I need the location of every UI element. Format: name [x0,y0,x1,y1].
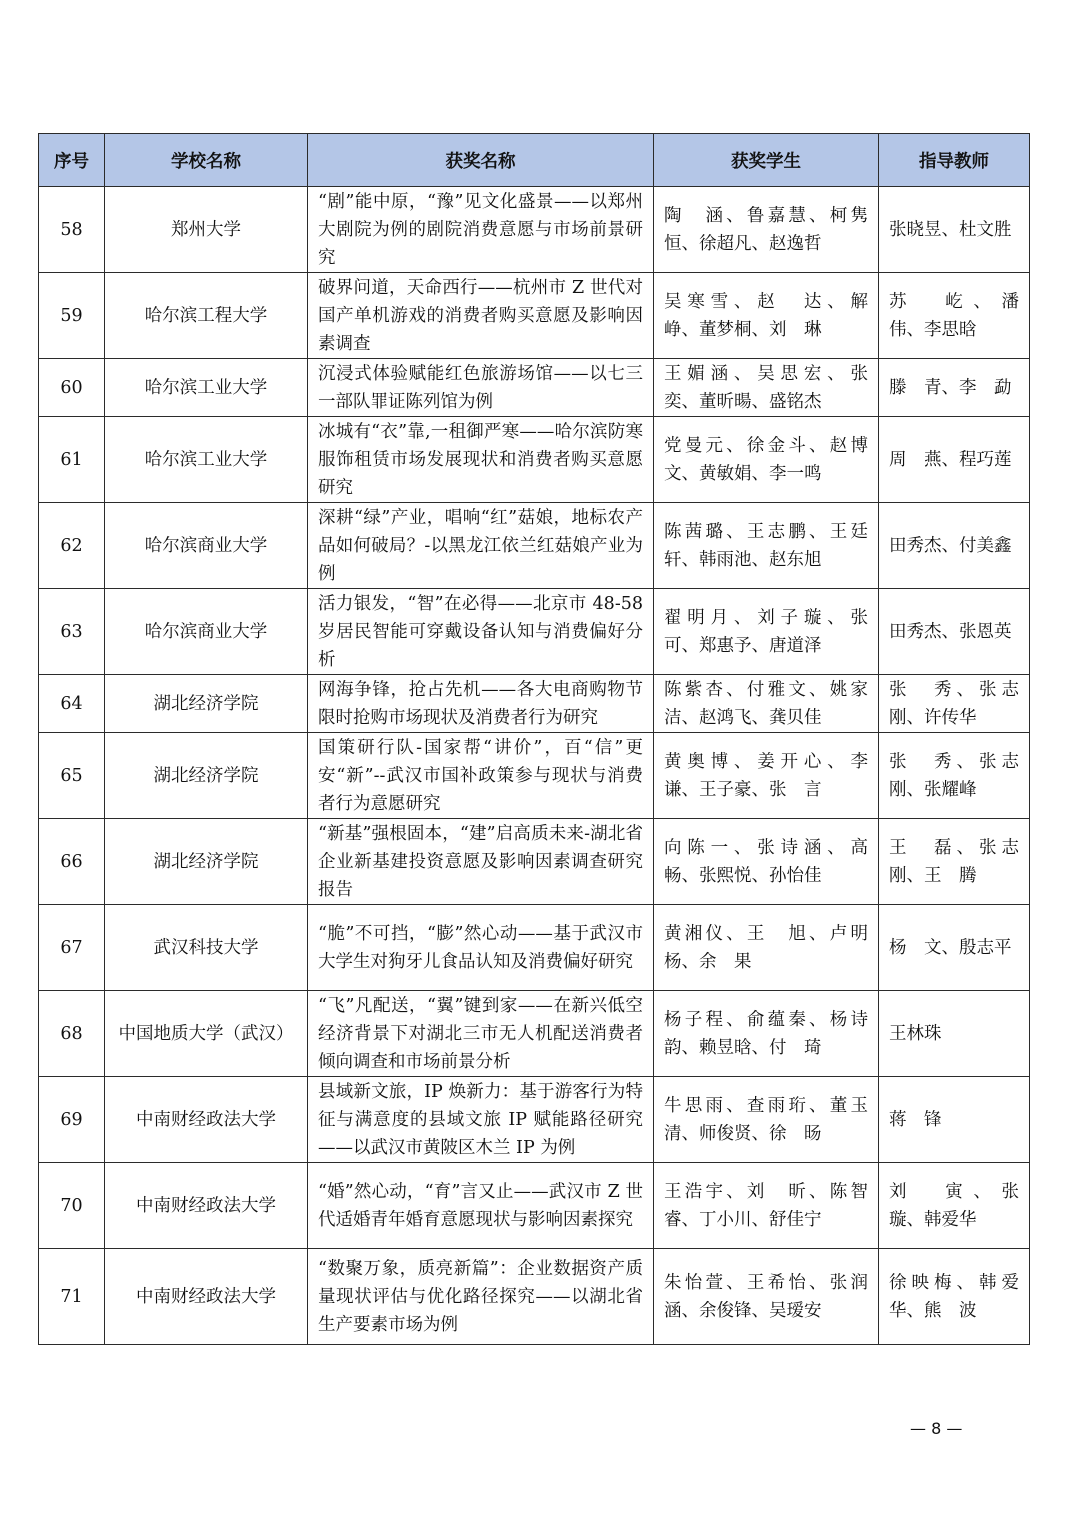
advisor-teachers: 张 秀、张志刚、许传华 [879,675,1030,733]
table-row [39,819,1030,905]
row-number: 67 [39,905,105,991]
school-name: 哈尔滨工业大学 [105,417,308,503]
row-number: 60 [39,359,105,417]
award-title: “飞”凡配送，“翼”键到家——在新兴低空经济背景下对湖北三市无人机配送消费者倾向调查和市场前景分析 [308,991,654,1077]
advisor-teachers: 周 燕、程巧莲 [879,417,1030,503]
header-award: 获奖名称 [308,134,654,187]
award-students: 吴寒雪、赵 达、解 峥、董梦桐、刘 琳 [654,273,879,359]
table-row [39,1077,1030,1163]
header-teachers: 指导教师 [879,134,1030,187]
award-title: “脆”不可挡，“膨”然心动——基于武汉市大学生对狗牙儿食品认知及消费偏好研究 [308,905,654,991]
award-title: “新基”强根固本，“建”启高质未来-湖北省企业新基建投资意愿及影响因素调查研究报告 [308,819,654,905]
award-title: 沉浸式体验赋能红色旅游场馆——以七三一部队罪证陈列馆为例 [308,359,654,417]
advisor-teachers: 刘 寅、张 璇、韩爱华 [879,1163,1030,1249]
award-title: 冰城有“衣”靠,一租御严寒——哈尔滨防寒服饰租赁市场发展现状和消费者购买意愿研究 [308,417,654,503]
row-number: 71 [39,1249,105,1345]
award-students: 杨子程、俞蕴秦、杨诗韵、赖昱晗、付 琦 [654,991,879,1077]
row-number: 59 [39,273,105,359]
school-name: 中国地质大学（武汉） [105,991,308,1077]
advisor-teachers: 杨 文、殷志平 [879,905,1030,991]
award-students: 朱怡萱、王希怡、张润涵、余俊锋、吴瑷安 [654,1249,879,1345]
award-students: 向陈一、张诗涵、高 畅、张熙悦、孙怡佳 [654,819,879,905]
school-name: 中南财经政法大学 [105,1249,308,1345]
advisor-teachers: 王林珠 [879,991,1030,1077]
row-number: 61 [39,417,105,503]
page-number: — 8 — [910,1419,963,1438]
school-name: 湖北经济学院 [105,733,308,819]
advisor-teachers: 王 磊、张志刚、王 腾 [879,819,1030,905]
school-name: 哈尔滨工业大学 [105,359,308,417]
table-row [39,589,1030,675]
award-students: 翟明月、刘子璇、张 可、郑惠予、唐道泽 [654,589,879,675]
school-name: 哈尔滨工程大学 [105,273,308,359]
award-title: 破界问道，天命西行——杭州市 Z 世代对国产单机游戏的消费者购买意愿及影响因素调查 [308,273,654,359]
table-row [39,733,1030,819]
advisor-teachers: 田秀杰、付美鑫 [879,503,1030,589]
school-name: 湖北经济学院 [105,675,308,733]
row-number: 70 [39,1163,105,1249]
table-body [39,187,1037,1345]
award-students: 陈茜璐、王志鹏、王廷轩、韩雨池、赵东旭 [654,503,879,589]
advisor-teachers: 徐映梅、韩爱华、熊 波 [879,1249,1030,1345]
award-students: 黄湘仪、王 旭、卢明杨、余 果 [654,905,879,991]
award-students: 王媚涵、吴思宏、张 奕、董昕暘、盛铭杰 [654,359,879,417]
award-title: “数聚万象，质亮新篇”：企业数据资产质量现状评估与优化路径探究——以湖北省生产要素市场为例 [308,1249,654,1345]
table-row [39,187,1030,273]
header-students: 获奖学生 [654,134,879,187]
header-school: 学校名称 [105,134,308,187]
row-number: 69 [39,1077,105,1163]
school-name: 郑州大学 [105,187,308,273]
school-name: 湖北经济学院 [105,819,308,905]
award-students: 王浩宇、刘 昕、陈智睿、丁小川、舒佳宁 [654,1163,879,1249]
award-students: 党曼元、徐金斗、赵博文、黄敏娟、李一鸣 [654,417,879,503]
table-row [39,905,1030,991]
school-name: 中南财经政法大学 [105,1163,308,1249]
advisor-teachers: 苏 屹、潘 伟、李思晗 [879,273,1030,359]
table-row [39,417,1030,503]
row-number: 64 [39,675,105,733]
advisor-teachers: 张 秀、张志刚、张耀峰 [879,733,1030,819]
table-row [39,675,1030,733]
advisor-teachers: 张晓昱、杜文胜 [879,187,1030,273]
award-title: “剧”能中原，“豫”见文化盛景——以郑州大剧院为例的剧院消费意愿与市场前景研究 [308,187,654,273]
award-title: 网海争锋，抢占先机——各大电商购物节限时抢购市场现状及消费者行为研究 [308,675,654,733]
awards-table [38,133,1037,1345]
row-number: 58 [39,187,105,273]
school-name: 哈尔滨商业大学 [105,503,308,589]
row-number: 65 [39,733,105,819]
award-title: 深耕“绿”产业，唱响“红”菇娘，地标农产品如何破局？-以黑龙江依兰红菇娘产业为例 [308,503,654,589]
school-name: 中南财经政法大学 [105,1077,308,1163]
table-row [39,1249,1030,1345]
table-header-row [39,134,1030,187]
award-title: 县域新文旅，IP 焕新力：基于游客行为特征与满意度的县域文旅 IP 赋能路径研究——以武汉市黄陂区木兰 IP 为例 [308,1077,654,1163]
advisor-teachers: 蒋 锋 [879,1077,1030,1163]
school-name: 哈尔滨商业大学 [105,589,308,675]
table-row [39,359,1030,417]
award-title: 国策研行队-国家帮“讲价”，百“信”更安“新”--武汉市国补政策参与现状与消费者行为意愿研究 [308,733,654,819]
table-row [39,991,1030,1077]
table-row [39,503,1030,589]
award-students: 黄奥博、姜开心、李 谦、王子豪、张 言 [654,733,879,819]
advisor-teachers: 田秀杰、张恩英 [879,589,1030,675]
row-number: 63 [39,589,105,675]
award-title: 活力银发，“智”在必得——北京市 48-58 岁居民智能可穿戴设备认知与消费偏好分析 [308,589,654,675]
award-title: “婚”然心动，“育”言又止——武汉市 Z 世代适婚青年婚育意愿现状与影响因素探究 [308,1163,654,1249]
award-students: 陶 涵、鲁嘉慧、柯隽恒、徐超凡、赵逸哲 [654,187,879,273]
award-students: 牛思雨、查雨珩、董玉清、师俊贤、徐 旸 [654,1077,879,1163]
table-row [39,273,1030,359]
award-students: 陈紫杏、付雅文、姚家洁、赵鸿飞、龚贝佳 [654,675,879,733]
advisor-teachers: 滕 青、李 勐 [879,359,1030,417]
row-number: 66 [39,819,105,905]
header-no: 序号 [39,134,105,187]
table-row [39,1163,1030,1249]
row-number: 68 [39,991,105,1077]
school-name: 武汉科技大学 [105,905,308,991]
row-number: 62 [39,503,105,589]
